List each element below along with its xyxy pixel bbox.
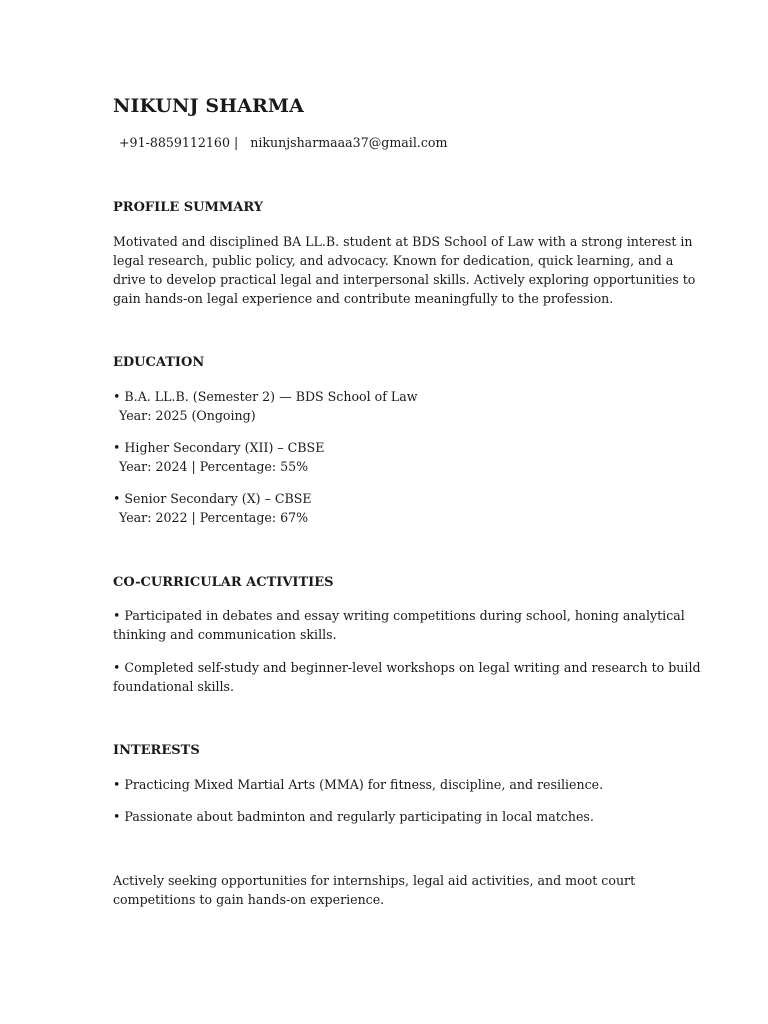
education-detail: Year: 2022 | Percentage: 67% <box>119 510 309 525</box>
contact-line: +91-8859112160 | nikunjsharmaaa37@gmail.com <box>119 135 448 150</box>
profile-summary-line: drive to develop practical legal and interpersonal skills. Actively exploring opportunities to <box>113 272 696 287</box>
profile-summary-line: legal research, public policy, and advocacy. Known for dedication, quick learning, and a <box>113 253 674 268</box>
closing-line: Actively seeking opportunities for internships, legal aid activities, and moot court <box>113 873 636 888</box>
co-curricular-heading: CO-CURRICULAR ACTIVITIES <box>113 575 334 590</box>
education-detail: Year: 2024 | Percentage: 55% <box>119 459 309 474</box>
co-curricular-line: • Completed self-study and beginner-level workshops on legal writing and research to build <box>113 660 701 675</box>
education-title: • B.A. LL.B. (Semester 2) — BDS School of Law <box>113 389 418 404</box>
education-item <box>113 438 663 476</box>
education-detail: Year: 2025 (Ongoing) <box>119 408 256 423</box>
interest-item <box>113 775 663 794</box>
education-heading: EDUCATION <box>113 355 205 370</box>
education-title: • Higher Secondary (XII) – CBSE <box>113 440 325 455</box>
interest-line: • Passionate about badminton and regularly participating in local matches. <box>113 809 594 824</box>
closing-line: competitions to gain hands-on experience. <box>113 892 385 907</box>
co-curricular-line: • Participated in debates and essay writing competitions during school, honing analytical <box>113 608 685 623</box>
interests-heading: INTERESTS <box>113 743 200 758</box>
closing-statement <box>113 871 663 909</box>
profile-summary-heading: PROFILE SUMMARY <box>113 200 264 215</box>
interest-line: • Practicing Mixed Martial Arts (MMA) for fitness, discipline, and resilience. <box>113 777 604 792</box>
profile-summary-text <box>113 232 696 308</box>
co-curricular-item <box>113 658 701 696</box>
co-curricular-line: thinking and communication skills. <box>113 627 337 642</box>
profile-summary-line: Motivated and disciplined BA LL.B. student at BDS School of Law with a strong interest in <box>113 234 693 249</box>
profile-summary-line: gain hands-on legal experience and contribute meaningfully to the profession. <box>113 291 614 306</box>
candidate-name: NIKUNJ SHARMA <box>113 95 304 117</box>
education-title: • Senior Secondary (X) – CBSE <box>113 491 312 506</box>
education-item <box>113 387 663 425</box>
education-item <box>113 489 663 527</box>
interest-item <box>113 807 663 826</box>
co-curricular-item <box>113 606 685 644</box>
co-curricular-line: foundational skills. <box>113 679 234 694</box>
